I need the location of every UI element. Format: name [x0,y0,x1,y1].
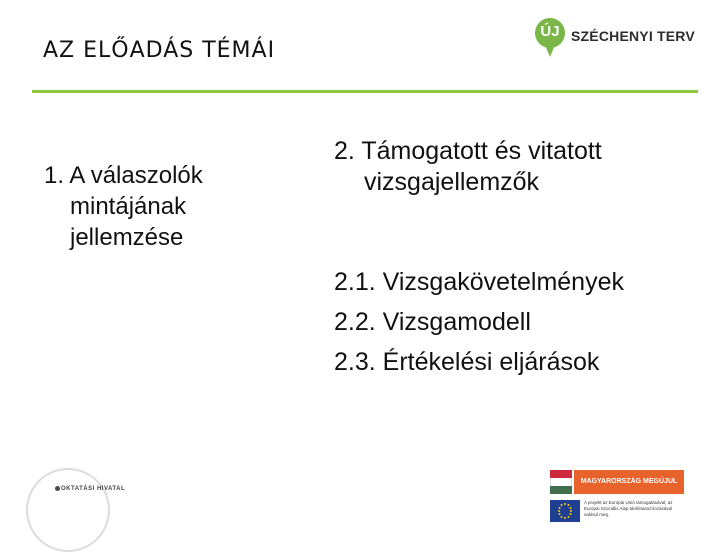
subtopic-list [334,262,714,382]
subtopic-item: 2.2. Vizsgamodell [334,308,531,336]
brand-name: SZÉCHENYI TERV [571,28,695,44]
map-pin-icon [535,18,565,62]
oktatasi-hivatal-logo [26,460,126,536]
hungarian-flag-icon [550,470,572,494]
topic-2-line-1: 2. Támogatott és vitatott [334,137,602,165]
topic-2-line-2: vizsgajellemzők [364,168,540,196]
magyarorszag-megujul-banner: MAGYARORSZÁG MEGÚJUL [574,470,684,494]
title-divider [32,90,698,93]
eu-funding-block [550,470,684,526]
subtopic-item: 2.1. Vizsgakövetelmények [334,268,624,296]
topic-1-line-3: jellemzése [70,224,184,251]
eu-flag-icon [550,500,580,522]
slide-title: AZ ELŐADÁS TÉMÁI [43,38,276,63]
logo-dot-icon [55,486,60,491]
topic-1 [44,160,284,253]
eu-funding-text: A projekt az Európai Unió támogatásával, az Európai Szociális Alap társfinanszírozásával valósul meg. [584,500,673,517]
oh-logo-text: OKTATÁSI HIVATAL [61,486,126,493]
szechenyi-terv-logo [535,18,695,62]
logo-ring [26,468,110,552]
subtopic-item: 2.3. Értékelési eljárások [334,348,600,376]
pin-letters: ÚJ [540,23,560,40]
topic-2 [334,136,714,198]
topic-1-line-1: 1. A válaszolók [44,162,203,189]
topic-1-line-2: mintájának [70,193,187,220]
